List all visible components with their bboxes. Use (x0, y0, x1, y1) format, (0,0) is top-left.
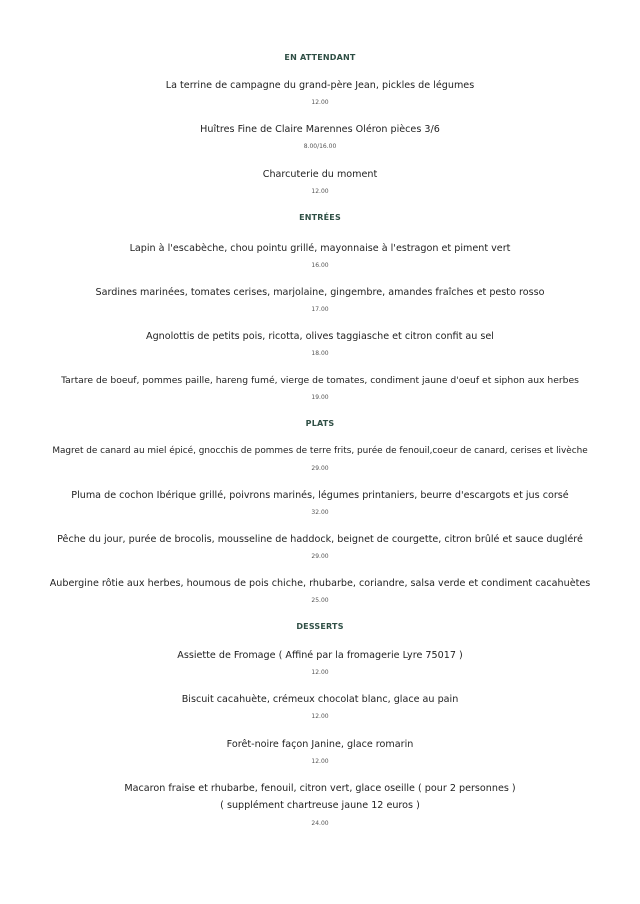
dish-name: Agnolottis de petits pois, ricotta, olives taggiasche et citron confit au sel (146, 331, 494, 342)
dish-name: Macaron fraise et rhubarbe, fenouil, citron vert, glace oseille ( pour 2 personnes ) (124, 783, 516, 794)
dish-name: Pêche du jour, purée de brocolis, mousseline de haddock, beignet de courgette, citron brûlé et sauce dugléré (57, 534, 583, 545)
dish-name: Assiette de Fromage ( Affiné par la fromagerie Lyre 75017 ) (177, 650, 463, 661)
dish-price: 8.00/16.00 (303, 143, 337, 150)
dish-price: 12.00 (311, 713, 329, 720)
dish-price: 12.00 (311, 99, 329, 106)
section-title-entrees: ENTRÉES (299, 213, 341, 222)
section-title-desserts: DESSERTS (296, 622, 344, 631)
dish-price: 12.00 (311, 669, 329, 676)
dish-name: Magret de canard au miel épicé, gnocchis de pommes de terre frits, purée de fenouil,coeur de canard, cerises et livèche (52, 446, 588, 456)
dish-price: 24.00 (311, 820, 329, 827)
dish-name: Aubergine rôtie aux herbes, houmous de pois chiche, rhubarbe, coriandre, salsa verde et condiment cacahuètes (49, 578, 591, 589)
dish-name: Huîtres Fine de Claire Marennes Oléron pièces 3/6 (200, 124, 440, 135)
dish-name: Pluma de cochon Ibérique grillé, poivrons marinés, légumes printaniers, beurre d'escargots et jus corsé (71, 490, 569, 501)
dish-name: La terrine de campagne du grand-père Jean, pickles de légumes (165, 80, 475, 91)
dish-name: Lapin à l'escabèche, chou pointu grillé, mayonnaise à l'estragon et piment vert (129, 243, 511, 254)
dish-name: Biscuit cacahuète, crémeux chocolat blanc, glace au pain (181, 694, 459, 705)
dish-name: Forêt-noire façon Janine, glace romarin (226, 739, 414, 750)
dish-price: 12.00 (311, 758, 329, 765)
dish-name: Sardines marinées, tomates cerises, marjolaine, gingembre, amandes fraîches et pesto rosso (95, 287, 545, 298)
section-title-en-attendant: EN ATTENDANT (284, 53, 356, 62)
dish-price: 18.00 (311, 350, 329, 357)
dish-price: 12.00 (311, 188, 329, 195)
dish-price: 29.00 (311, 553, 329, 560)
section-title-plats: PLATS (305, 419, 335, 428)
dish-price: 32.00 (311, 509, 329, 516)
dish-price: 29.00 (311, 465, 329, 472)
dish-price: 19.00 (311, 394, 329, 401)
dish-name: Charcuterie du moment (262, 169, 378, 180)
dish-name: Tartare de boeuf, pommes paille, hareng fumé, vierge de tomates, condiment jaune d'oeuf et siphon aux herbes (61, 375, 579, 386)
dish-price: 17.00 (311, 306, 329, 313)
dish-note: ( supplément chartreuse jaune 12 euros ) (220, 800, 420, 811)
dish-price: 16.00 (311, 262, 329, 269)
dish-price: 25.00 (311, 597, 329, 604)
